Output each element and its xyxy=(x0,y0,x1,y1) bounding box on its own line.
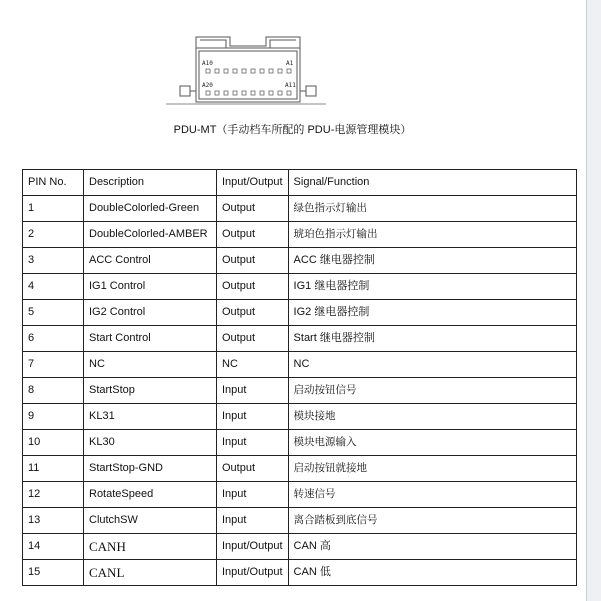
signal-function-cell: 模块接地 xyxy=(288,404,576,430)
signal-function-cell: Start 继电器控制 xyxy=(288,326,576,352)
description-cell: StartStop-GND xyxy=(84,456,217,482)
description-cell: KL31 xyxy=(84,404,217,430)
signal-function-cell: ACC 继电器控制 xyxy=(288,248,576,274)
description-cell: ClutchSW xyxy=(84,508,217,534)
table-row xyxy=(23,456,577,482)
pin-number-cell: 9 xyxy=(23,404,84,430)
signal-function-cell: 琥珀色指示灯输出 xyxy=(288,222,576,248)
connector-pin xyxy=(242,69,246,73)
connector-pin xyxy=(269,69,273,73)
connector-pin xyxy=(215,91,219,95)
description-cell: IG2 Control xyxy=(84,300,217,326)
description-cell: DoubleColorled-AMBER xyxy=(84,222,217,248)
input-output-cell: Input xyxy=(217,482,289,508)
input-output-cell: Input xyxy=(217,508,289,534)
signal-function-cell: IG1 继电器控制 xyxy=(288,274,576,300)
connector-pin xyxy=(278,91,282,95)
pin-number-cell: 6 xyxy=(23,326,84,352)
pin-label-a1: A1 xyxy=(286,60,294,67)
description-cell: RotateSpeed xyxy=(84,482,217,508)
table-row xyxy=(23,378,577,404)
connector-pin xyxy=(233,91,237,95)
table-row xyxy=(23,508,577,534)
connector-pin xyxy=(251,69,255,73)
table-row xyxy=(23,248,577,274)
header-description: Description xyxy=(84,170,217,196)
pin-label-a20: A20 xyxy=(202,82,213,89)
input-output-cell: Output xyxy=(217,248,289,274)
description-cell: CANH xyxy=(84,534,217,560)
description-cell: CANL xyxy=(84,560,217,586)
table-row xyxy=(23,196,577,222)
connector-pin xyxy=(215,69,219,73)
connector-pin xyxy=(260,69,264,73)
input-output-cell: Output xyxy=(217,326,289,352)
signal-function-cell: 转速信号 xyxy=(288,482,576,508)
description-cell: NC xyxy=(84,352,217,378)
header-signal-function: Signal/Function xyxy=(288,170,576,196)
signal-function-cell: 启动按钮就接地 xyxy=(288,456,576,482)
table-row xyxy=(23,404,577,430)
signal-function-cell: 绿色指示灯输出 xyxy=(288,196,576,222)
input-output-cell: Input xyxy=(217,378,289,404)
signal-function-cell: CAN 高 xyxy=(288,534,576,560)
connector-pin xyxy=(251,91,255,95)
pin-label-a10: A10 xyxy=(202,60,213,67)
input-output-cell: Input xyxy=(217,404,289,430)
connector-pin xyxy=(233,69,237,73)
input-output-cell: Output xyxy=(217,300,289,326)
connector-pin xyxy=(269,91,273,95)
table-row xyxy=(23,560,577,586)
description-cell: ACC Control xyxy=(84,248,217,274)
description-cell: StartStop xyxy=(84,378,217,404)
pin-number-cell: 8 xyxy=(23,378,84,404)
pin-table xyxy=(22,169,577,586)
table-row xyxy=(23,274,577,300)
table-row xyxy=(23,430,577,456)
pin-label-a11: A11 xyxy=(285,82,296,89)
table-row xyxy=(23,326,577,352)
pin-number-cell: 12 xyxy=(23,482,84,508)
connector-pin xyxy=(224,69,228,73)
pin-number-cell: 13 xyxy=(23,508,84,534)
pin-number-cell: 3 xyxy=(23,248,84,274)
input-output-cell: Input/Output xyxy=(217,534,289,560)
pin-number-cell: 11 xyxy=(23,456,84,482)
input-output-cell: Input xyxy=(217,430,289,456)
table-header-row xyxy=(23,170,577,196)
header-input-output: Input/Output xyxy=(217,170,289,196)
signal-function-cell: 模块电源输入 xyxy=(288,430,576,456)
pin-number-cell: 10 xyxy=(23,430,84,456)
signal-function-cell: NC xyxy=(288,352,576,378)
connector-pin xyxy=(287,69,291,73)
pin-number-cell: 4 xyxy=(23,274,84,300)
pin-number-cell: 15 xyxy=(23,560,84,586)
connector-pin xyxy=(278,69,282,73)
pin-number-cell: 2 xyxy=(23,222,84,248)
figure-caption: PDU-MT（手动档车所配的 PDU-电源管理模块） xyxy=(173,124,412,136)
input-output-cell: Output xyxy=(217,274,289,300)
table-row xyxy=(23,300,577,326)
pin-number-cell: 5 xyxy=(23,300,84,326)
input-output-cell: NC xyxy=(217,352,289,378)
description-cell: Start Control xyxy=(84,326,217,352)
table-row xyxy=(23,482,577,508)
input-output-cell: Output xyxy=(217,456,289,482)
description-cell: KL30 xyxy=(84,430,217,456)
scrollbar[interactable] xyxy=(586,0,601,601)
connector-pin xyxy=(206,91,210,95)
connector-diagram xyxy=(166,34,326,106)
input-output-cell: Output xyxy=(217,222,289,248)
signal-function-cell: CAN 低 xyxy=(288,560,576,586)
description-cell: IG1 Control xyxy=(84,274,217,300)
table-row xyxy=(23,222,577,248)
input-output-cell: Output xyxy=(217,196,289,222)
connector-pin xyxy=(287,91,291,95)
connector-pin xyxy=(260,91,264,95)
table-row xyxy=(23,534,577,560)
connector-pin xyxy=(224,91,228,95)
connector-pin xyxy=(242,91,246,95)
header-pin-no: PIN No. xyxy=(23,170,84,196)
signal-function-cell: IG2 继电器控制 xyxy=(288,300,576,326)
input-output-cell: Input/Output xyxy=(217,560,289,586)
connector-pin xyxy=(206,69,210,73)
pin-number-cell: 14 xyxy=(23,534,84,560)
table-row xyxy=(23,352,577,378)
signal-function-cell: 启动按钮信号 xyxy=(288,378,576,404)
description-cell: DoubleColorled-Green xyxy=(84,196,217,222)
pin-number-cell: 1 xyxy=(23,196,84,222)
pin-number-cell: 7 xyxy=(23,352,84,378)
signal-function-cell: 离合踏板到底信号 xyxy=(288,508,576,534)
